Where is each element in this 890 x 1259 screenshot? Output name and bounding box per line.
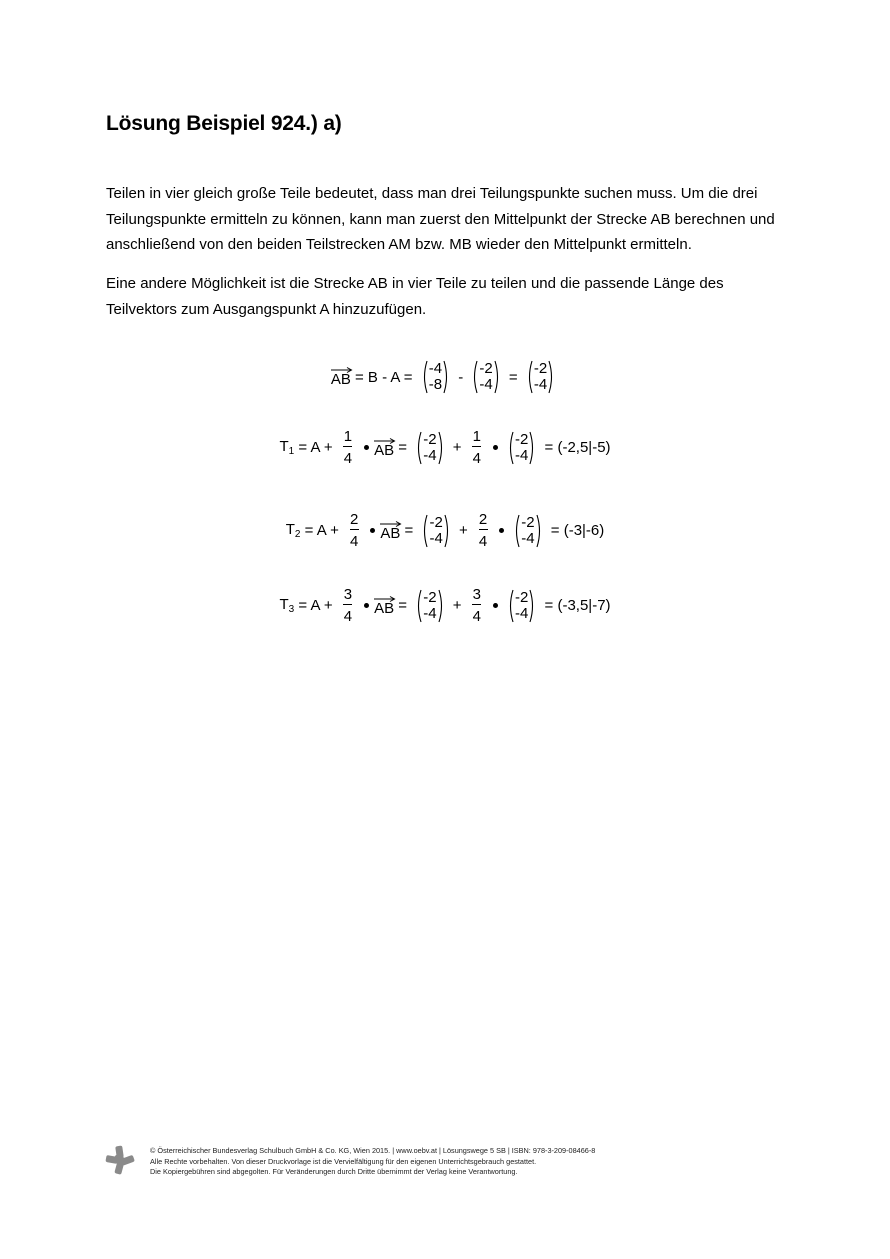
fraction: $\frac{2}{4}$	[350, 511, 359, 550]
multiplication-dot	[499, 528, 504, 533]
equation-t3	[0, 587, 890, 624]
point-label: $T_1$	[279, 438, 295, 457]
result-point: = (-2,5|-5)	[540, 439, 611, 456]
fraction: $\frac{2}{4}$	[478, 511, 488, 550]
footer-copyright	[150, 1146, 595, 1178]
equation-text: = A +	[294, 439, 337, 456]
footer-line: Die Kopiergebühren sind abgegolten. Für Veränderungen durch Dritte übernimmt der Verlag keine Verantwortung.	[150, 1167, 518, 1176]
column-vector-result: -2 -4	[526, 360, 555, 394]
fraction: $\frac{1}{4}$	[472, 428, 482, 467]
multiplication-dot	[364, 445, 369, 450]
vector-ab-label: AB	[331, 367, 351, 387]
footer-line: Alle Rechte vorbehalten. Von dieser Druckvorlage ist die Vervielfältigung für den eigenen Unterrichtsgebrauch gestattet.	[150, 1156, 537, 1166]
minus-sign: -	[454, 368, 468, 386]
column-vector-a: -2 -4	[471, 360, 500, 394]
plus-sign: +	[448, 439, 466, 456]
plus-sign: +	[448, 597, 466, 614]
result-point: = (-3|-6)	[546, 522, 605, 539]
column-vector-a: -2 -4	[415, 589, 444, 623]
column-vector-ab: -2 -4	[507, 431, 536, 465]
page-title: Lösung Beispiel 924.) a)	[106, 112, 342, 135]
equation-t1	[0, 429, 890, 466]
point-label: $T_2$	[285, 521, 301, 540]
equals-sign: =	[394, 597, 412, 614]
equals-sign: =	[504, 368, 522, 386]
equals-sign: =	[400, 522, 418, 539]
column-vector-ab: -2 -4	[507, 589, 536, 623]
multiplication-dot	[493, 603, 498, 608]
result-point: = (-3,5|-7)	[540, 597, 611, 614]
point-label: $T_3$	[279, 596, 295, 615]
equation-t2	[0, 512, 890, 549]
equals-sign: =	[394, 439, 412, 456]
multiplication-dot	[493, 445, 498, 450]
vector-ab-label: AB	[380, 521, 400, 541]
plus-sign: +	[454, 522, 472, 539]
fraction: $\frac{3}{4}$	[472, 586, 482, 625]
paragraph-alternative: Eine andere Möglichkeit ist die Strecke AB in vier Teile zu teilen und die passende Länge des Teilvektors zum Ausgangspunkt A hinzuzufügen.	[106, 275, 724, 318]
vector-ab-label: AB	[374, 596, 394, 616]
equation-text: = A +	[300, 522, 343, 539]
column-vector-a: -2 -4	[421, 514, 450, 548]
footer-line: © Österreichischer Bundesverlag Schulbuch GmbH & Co. KG, Wien 2015. | www.oebv.at | Lösungswege 5 SB | ISBN: 978-3-209-08466-8	[150, 1146, 596, 1155]
column-vector-b: -4 -8	[421, 360, 450, 394]
vector-ab-label: AB	[374, 438, 394, 458]
column-vector-ab: -2 -4	[513, 514, 542, 548]
fraction: $\frac{1}{4}$	[343, 428, 353, 467]
column-vector-a: -2 -4	[415, 431, 444, 465]
equation-text: = B - A =	[350, 368, 417, 386]
fraction: $\frac{3}{4}$	[343, 586, 353, 625]
equation-text: = A +	[294, 597, 337, 614]
equation-ab	[0, 360, 890, 394]
multiplication-dot	[370, 528, 375, 533]
publisher-logo-icon	[104, 1144, 136, 1176]
multiplication-dot	[364, 603, 369, 608]
paragraph-intro: Teilen in vier gleich große Teile bedeutet, dass man drei Teilungspunkte suchen muss. Um die drei Teilungspunkte ermitteln zu können, kann man zuerst den Mittelpunkt der Strecke AB berechnen und anschließend von den beiden Teilstrecken AM bzw. MB wieder den Mittelpunkt ermitteln.	[106, 185, 775, 253]
